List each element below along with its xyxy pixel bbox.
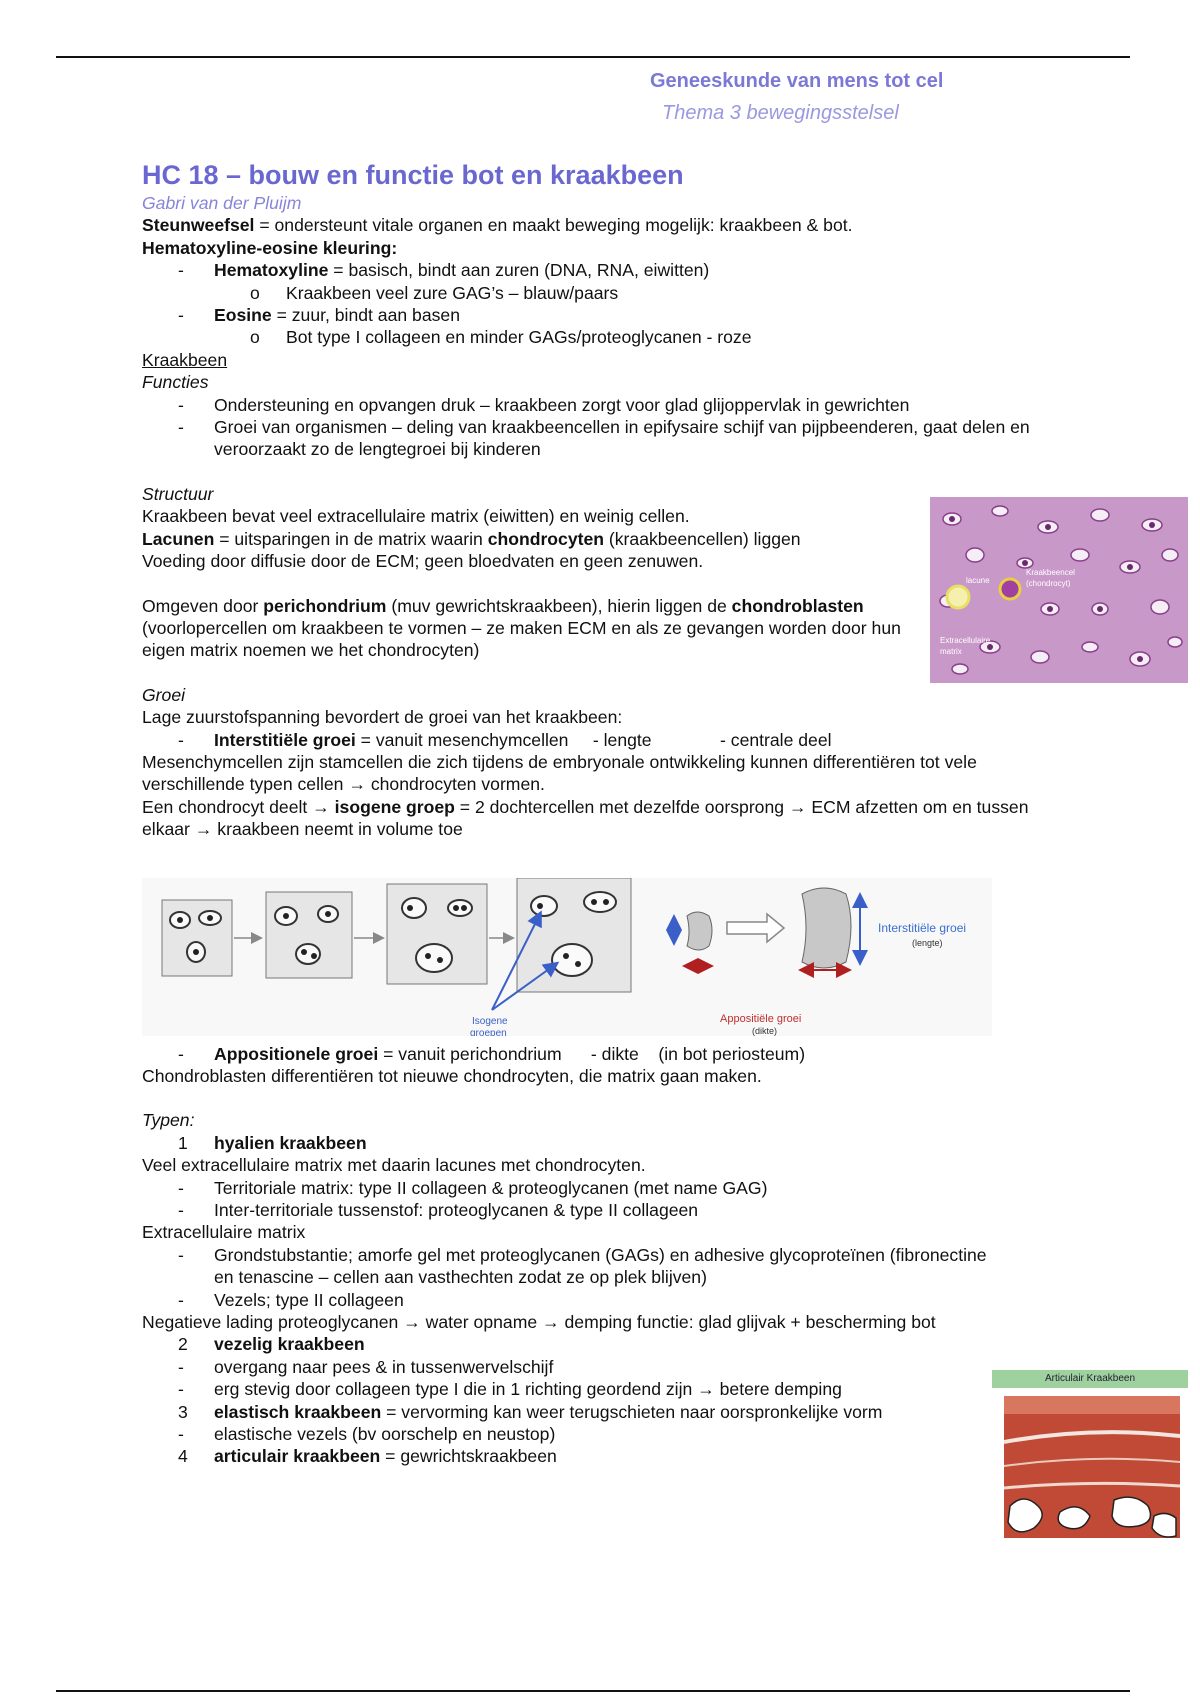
numbered-item: 2 vezelig kraakbeen [178, 1334, 365, 1355]
list-item: - Grondstubstantie; amorfe gel met proteoglycanen (GAGs) en adhesive glycoproteïnen (fibronectine en tenascine – cellen aan vasthechten zodat ze op plek blijven) [178, 1244, 987, 1288]
paragraph: Lage zuurstofspanning bevordert de groei van het kraakbeen: [142, 707, 623, 728]
groei-heading: Groei [142, 684, 186, 705]
top-rule [56, 56, 1130, 58]
page-title: HC 18 – bouw en functie bot en kraakbeen [142, 160, 684, 190]
steunweefsel-line: Steunweefsel = ondersteunt vitale organen en maakt beweging mogelijk: kraakbeen & bot. [142, 215, 853, 236]
label-dikte: (dikte) [752, 1026, 778, 1036]
cartilage-growth-diagram [142, 878, 992, 1036]
list-item: - Ondersteuning en opvangen druk – kraakbeen zorgt voor glad glijoppervlak in gewrichten [178, 394, 910, 415]
list-item: - Eosine = zuur, bindt aan basen [178, 305, 460, 326]
ecm-heading: Extracellulaire matrix [142, 1222, 306, 1243]
perichondrium-paragraph: Omgeven door perichondrium (muv gewrichtskraakbeen), hierin liggen de chondroblasten (voorlopercellen om kraakbeen te vormen – ze maken ECM en als ze gevangen worden door hun eigen matrix noemen we het chondrocyten) [142, 595, 901, 661]
structuur-heading: Structuur [142, 483, 214, 504]
paragraph: Chondroblasten differentiëren tot nieuwe chondrocyten, die matrix gaan maken. [142, 1065, 762, 1086]
paragraph: Veel extracellulaire matrix met daarin lacunes met chondrocyten. [142, 1155, 646, 1176]
label-kraakbeencel: Kraakbeencel [1026, 568, 1075, 577]
he-heading: Hematoxyline-eosine kleuring: [142, 237, 398, 258]
articular-cartilage-image [992, 1370, 1188, 1538]
list-item: - Vezels; type II collageen [178, 1289, 404, 1310]
list-item: - Groei van organismen – deling van kraakbeencellen in epifysaire schijf van pijpbeenderen, gaat delen en veroorzaakt zo de lengtegroei bij kinderen [178, 417, 1030, 460]
list-item: - Hematoxyline = basisch, bindt aan zuren (DNA, RNA, eiwitten) [178, 260, 710, 281]
label-lengte: (lengte) [912, 938, 943, 948]
list-item: o Kraakbeen veel zure GAG’s – blauw/paars [250, 282, 619, 303]
list-item: - Interstitiële groei = vanuit mesenchymcellen - lengte - centrale deel [178, 729, 832, 750]
label-groepen: groepen [470, 1028, 507, 1036]
label-ecm-1: Extracellulaire [940, 636, 991, 645]
course-header: Geneeskunde van mens tot cel [650, 70, 944, 92]
author: Gabri van der Pluijm [142, 193, 302, 213]
label-lacune: lacune [966, 576, 990, 585]
cartilage-histology-image [930, 497, 1188, 683]
label-appositie: Appositiële groei [720, 1013, 802, 1025]
numbered-item: 1 hyalien kraakbeen [178, 1132, 367, 1153]
functies-heading: Functies [142, 372, 209, 393]
paragraph: Voeding door diffusie door de ECM; geen bloedvaten en geen zenuwen. [142, 551, 704, 572]
list-item: - erg stevig door collageen type I die in 1 richting geordend zijn → betere demping [178, 1379, 842, 1400]
list-item: o Bot type I collageen en minder GAGs/proteoglycanen - roze [250, 327, 752, 348]
label-interstitiele: Interstitiële groei [878, 921, 967, 935]
paragraph: Negatieve lading proteoglycanen → water opname → demping functie: glad glijvak + bescherming bot [142, 1312, 936, 1333]
kraakbeen-heading: Kraakbeen [142, 349, 228, 370]
list-item: - Inter-territoriale tussenstof: proteoglycanen & type II collageen [178, 1200, 699, 1220]
numbered-item: 4 articulair kraakbeen = gewrichtskraakbeen [178, 1446, 557, 1467]
numbered-item: 3 elastisch kraakbeen = vervorming kan weer terugschieten naar oorspronkelijke vorm [178, 1401, 883, 1422]
bottom-rule [56, 1690, 1130, 1692]
typen-heading: Typen: [142, 1110, 195, 1131]
list-item: - elastische vezels (bv oorschelp en neustop) [178, 1424, 556, 1445]
document-body [142, 158, 1142, 1468]
articular-title: Articulair Kraakbeen [992, 1370, 1188, 1388]
lacunen-line: Lacunen = uitsparingen in de matrix waarin chondrocyten (kraakbeencellen) liggen [142, 528, 801, 549]
isogene-paragraph: Een chondrocyt deelt → isogene groep = 2 dochtercellen met dezelfde oorsprong → ECM afzetten om en tussen elkaar → kraakbeen neemt in volume toe [142, 796, 1029, 840]
paragraph: Kraakbeen bevat veel extracellulaire matrix (eiwitten) en weinig cellen. [142, 506, 690, 527]
label-isogene: Isogene [472, 1016, 508, 1027]
list-item: - overgang naar pees & in tussenwervelschijf [178, 1356, 554, 1377]
paragraph: Mesenchymcellen zijn stamcellen die zich tijdens de embryonale ontwikkeling kunnen differentiëren tot vele verschillende typen cellen → chondrocyten vormen. [142, 751, 977, 795]
list-item: - Territoriale matrix: type II collageen & proteoglycanen (met name GAG) [178, 1177, 768, 1198]
articular-histology [1004, 1396, 1180, 1538]
list-item: - Appositionele groei = vanuit perichondrium - dikte (in bot periosteum) [178, 1043, 806, 1064]
theme-header: Thema 3 bewegingsstelsel [662, 102, 899, 124]
label-ecm-2: matrix [940, 647, 962, 656]
label-chondrocyt: (chondrocyt) [1026, 579, 1071, 588]
